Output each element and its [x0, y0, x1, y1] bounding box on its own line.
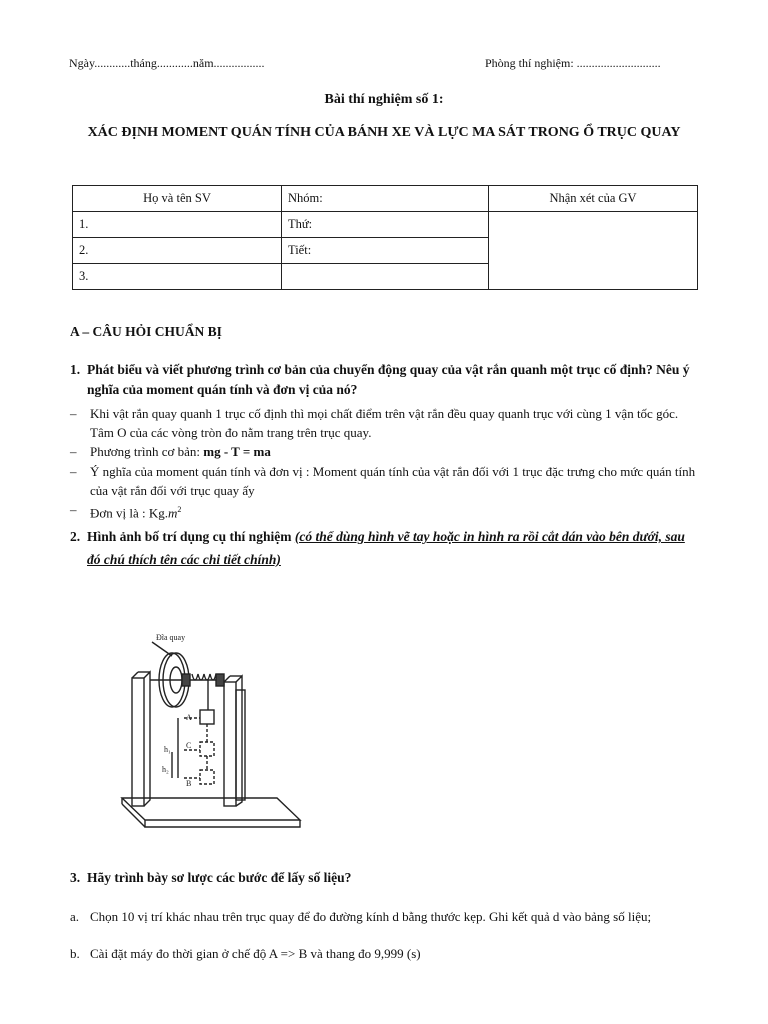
dash-bullet: –	[70, 502, 77, 517]
step-label: b.	[70, 946, 80, 961]
dash-bullet: –	[70, 464, 77, 479]
section-heading: A – CÂU HỎI CHUẨN BỊ	[70, 324, 222, 339]
date-line: Ngày............tháng............năm.................	[69, 56, 265, 70]
step-item	[70, 944, 698, 963]
question-3	[70, 868, 698, 888]
table-header-student: Họ và tên SV	[73, 186, 282, 212]
spring	[192, 674, 216, 680]
scale-ruler	[236, 690, 245, 800]
step-text: Cài đặt máy đo thời gian ở chế độ A => B và thang đo 9,999 (s)	[90, 946, 421, 961]
question-text: Hình ảnh bố trí dụng cụ thí nghiệm	[87, 529, 292, 544]
left-post	[132, 678, 144, 806]
apparatus-figure	[72, 582, 320, 844]
dash-bullet: –	[70, 444, 77, 459]
weight-top	[200, 710, 214, 724]
experiment-title: XÁC ĐỊNH MOMENT QUÁN TÍNH CỦA BÁNH XE VÀ LỰC MA SÁT TRONG Ổ TRỤC QUAY	[87, 125, 681, 140]
bullet-text: Khi vật rắn quay quanh 1 trục cố định thì mọi chất điểm trên vật rắn đều quay quanh trục với cùng 1 vận tốc góc. Tâm O của các vòng tròn đo nằm trang trên trục quay.	[90, 406, 679, 440]
student-info-table	[72, 185, 698, 290]
step-text: Chọn 10 vị trí khác nhau trên trục quay để đo đường kính d bằng thước kẹp. Ghi kết quả d vào bảng số liệu;	[90, 909, 652, 924]
bullet-text: Ý nghĩa của moment quán tính và đơn vị : Moment quán tính của vật rắn đối với 1 trục đặc trưng cho mức quán tính của vật rắn đối với trục quay ấy	[90, 464, 696, 498]
lab-line: Phòng thí nghiệm: ............................	[485, 56, 661, 70]
point-a-label: A	[186, 713, 192, 722]
question-number: 2.	[70, 529, 81, 544]
bullet-item	[70, 442, 698, 461]
base-edge	[145, 820, 300, 827]
table-header-row	[73, 186, 698, 212]
group-cell[interactable]: Thứ:	[282, 212, 489, 238]
bullet-text	[70, 500, 698, 522]
equation-label: Phương trình cơ bản:	[90, 444, 204, 459]
unit-label: Đơn vị là : Kg.	[90, 505, 169, 521]
group-cell[interactable]	[282, 264, 489, 290]
unit-exponent: 2	[177, 505, 182, 514]
question-number: 1.	[70, 362, 81, 377]
group-cell[interactable]: Tiết:	[282, 238, 489, 264]
question-1	[70, 360, 698, 400]
bullet-text	[70, 442, 698, 461]
question-text: Phát biểu và viết phương trình cơ bản của chuyển động quay của vật rắn quanh một trục cố định? Nêu ý nghĩa của moment quán tính và đơn vị của nó?	[87, 362, 690, 397]
point-c-label: C	[186, 741, 192, 750]
dash-bullet: –	[70, 406, 77, 421]
table-header-group: Nhóm:	[282, 186, 489, 212]
question-text: Hãy trình bày sơ lược các bước để lấy số liệu?	[87, 870, 352, 885]
student-cell[interactable]: 1.	[73, 212, 282, 238]
teacher-comment-cell[interactable]	[489, 212, 698, 290]
student-cell[interactable]: 3.	[73, 264, 282, 290]
bullet-item	[70, 500, 698, 522]
table-row	[73, 212, 698, 238]
question-number: 3.	[70, 870, 81, 885]
student-cell[interactable]: 2.	[73, 238, 282, 264]
weight-bottom	[200, 770, 214, 784]
h1-label: h₁	[164, 745, 171, 754]
point-b-label: B	[186, 779, 192, 788]
unit: m	[168, 505, 178, 521]
bullet-item	[70, 462, 698, 500]
equation: mg - T = ma	[203, 444, 271, 459]
right-post	[224, 682, 236, 806]
h2-label: h₂	[162, 765, 169, 774]
flywheel-label: Đĩa quay	[156, 633, 186, 642]
step-label: a.	[70, 909, 80, 924]
bullet-item	[70, 404, 698, 442]
table-header-teacher: Nhận xét của GV	[489, 186, 698, 212]
question-2	[70, 525, 698, 571]
weight-middle	[200, 742, 214, 756]
step-item	[70, 907, 698, 926]
experiment-number: Bài thí nghiệm số 1:	[324, 92, 444, 107]
instruction-note: (có thể dùng hình vẽ tay hoặc in hình ra rồi cắt dán vào bên dưới, sau đó chú thích tên các chi tiết chính)	[87, 529, 685, 567]
